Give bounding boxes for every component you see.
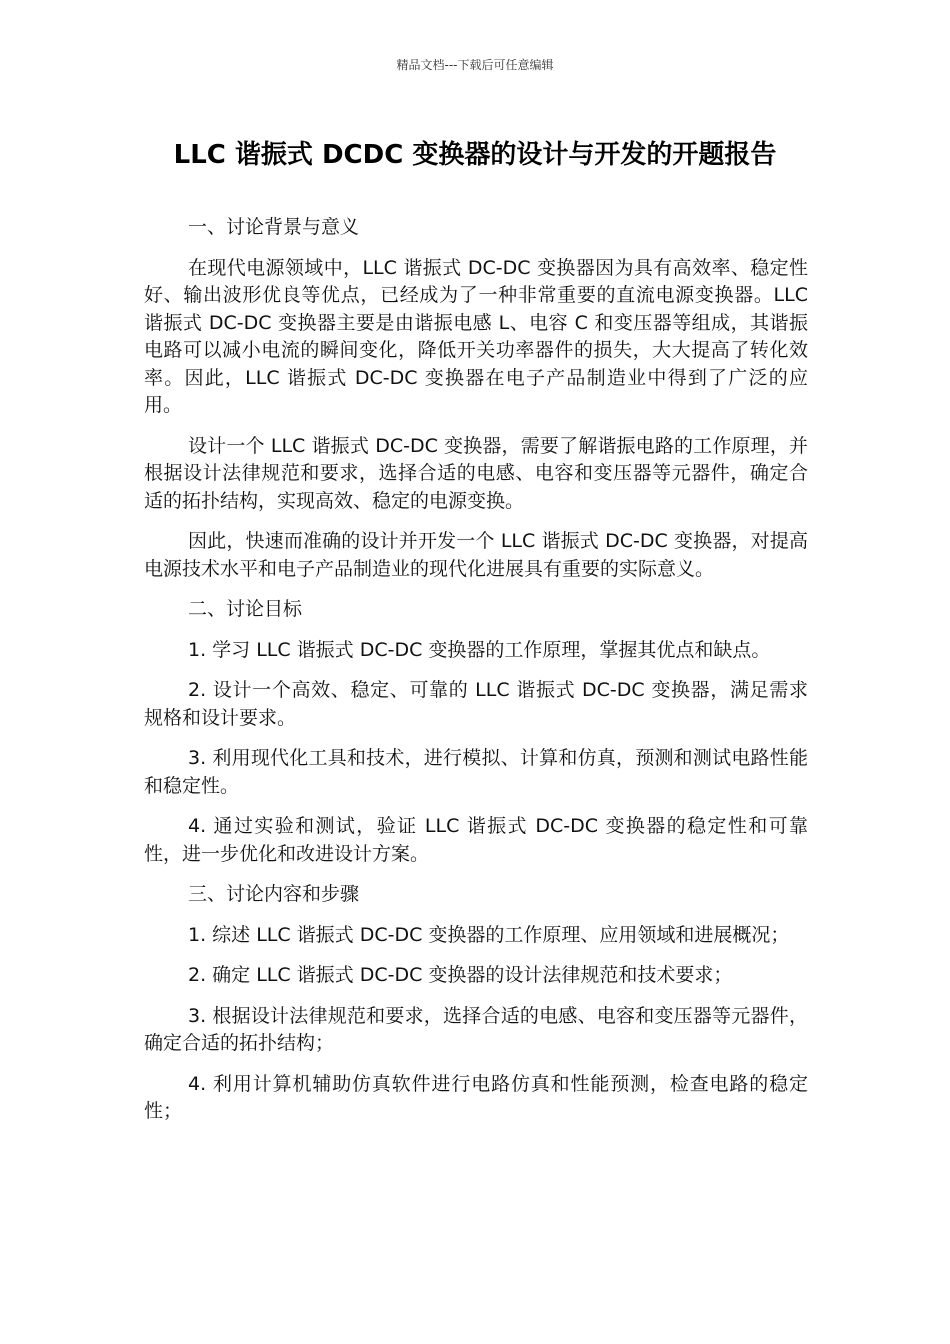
step-item: 2. 确定 LLC 谐振式 DC-DC 变换器的设计法律规范和技术要求； [188,964,733,986]
goal-item: 1. 学习 LLC 谐振式 DC-DC 变换器的工作原理，掌握其优点和缺点。 [188,638,771,661]
step-item: 3. 根据设计法律规范和要求，选择合适的电感、电容和变压器等元器件，确定合适的拓扑结构； [144,1004,808,1054]
paragraph: 设计一个 LLC 谐振式 DC-DC 变换器，需要了解谐振电路的工作原理，并根据设计法律规范和要求，选择合适的电感、电容和变压器等元器件，确定合适的拓扑结构，实现高效、稳定的电源变换。 [144,434,808,512]
goal-item: 2. 设计一个高效、稳定、可靠的 LLC 谐振式 DC-DC 变换器，满足需求规格和设计要求。 [144,679,808,729]
paragraph: 在现代电源领域中，LLC 谐振式 DC-DC 变换器因为具有高效率、稳定性好、输出波形优良等优点，已经成为了一种非常重要的直流电源变换器。LLC 谐振式 DC-DC 变换器主要是由谐振电感 L、电容 C 和变压器等组成，其谐振电路可以减小电流的瞬间变化，降低开关功率器件的损失，大大提高了转化效率。因此，LLC 谐振式 DC-DC 变换器在电子产品制造业中得到了广泛的应用。 [144,256,808,416]
section-heading-background: 一、讨论背景与意义 [188,216,360,238]
header-note: 精品文档---下载后可任意编辑 [396,58,554,72]
step-item: 1. 综述 LLC 谐振式 DC-DC 变换器的工作原理、应用领域和进展概况； [188,923,790,946]
goal-item: 3. 利用现代化工具和技术，进行模拟、计算和仿真，预测和测试电路性能和稳定性。 [144,747,808,797]
paragraph: 因此，快速而准确的设计并开发一个 LLC 谐振式 DC-DC 变换器，对提高电源技术水平和电子产品制造业的现代化进展具有重要的实际意义。 [144,530,808,580]
step-item: 4. 利用计算机辅助仿真软件进行电路仿真和性能预测，检查电路的稳定性； [144,1072,808,1122]
section-heading-content-steps: 三、讨论内容和步骤 [188,883,360,905]
document-body [144,214,808,1139]
goal-item: 4. 通过实验和测试，验证 LLC 谐振式 DC-DC 变换器的稳定性和可靠性，进一步优化和改进设计方案。 [144,815,808,865]
section-heading-goals: 二、讨论目标 [188,598,303,620]
document-title: LLC 谐振式 DCDC 变换器的设计与开发的开题报告 [173,140,777,170]
